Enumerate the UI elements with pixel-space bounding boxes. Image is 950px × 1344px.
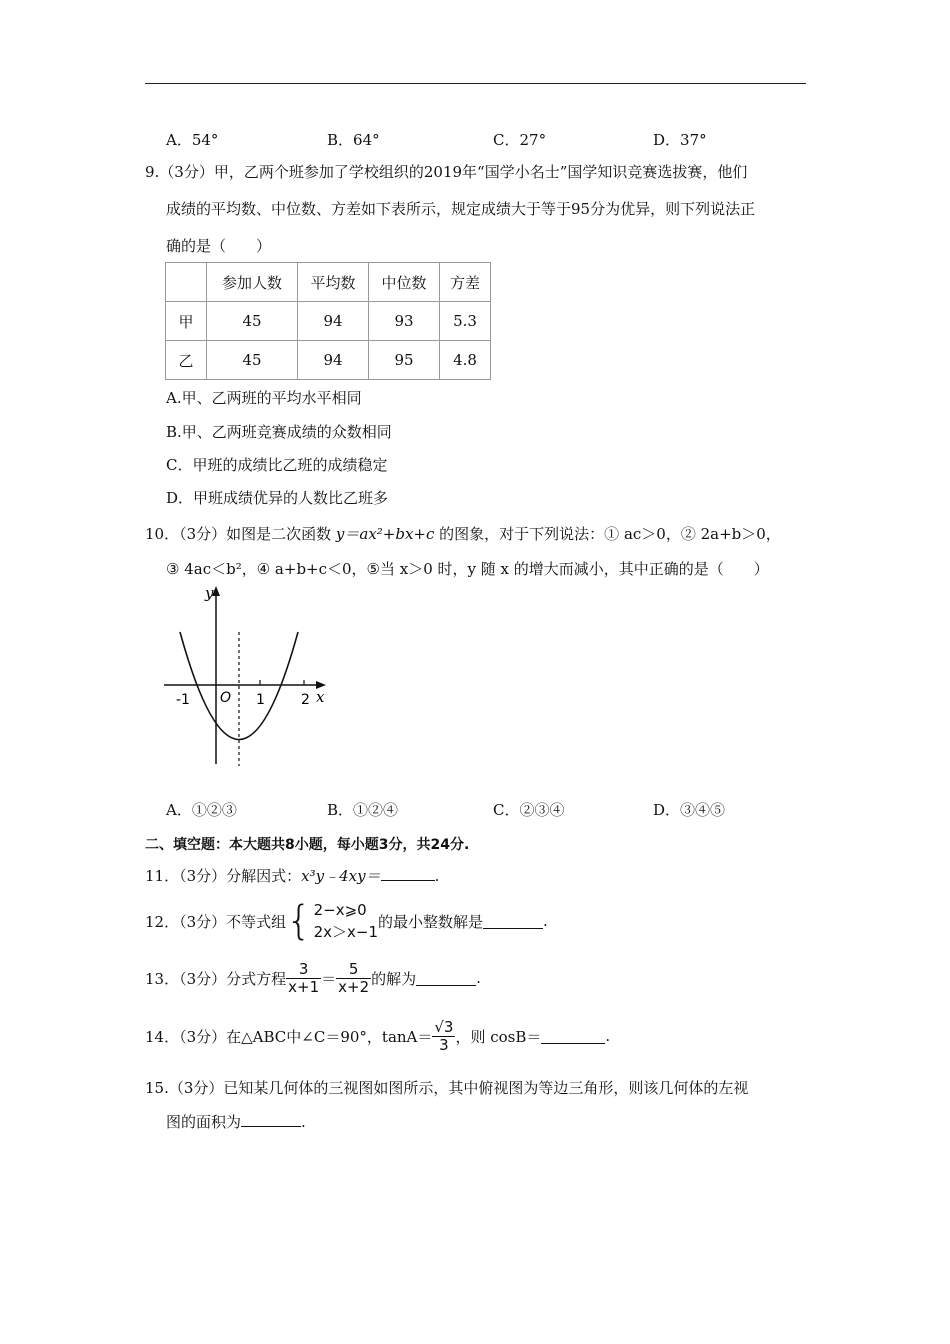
table-header-row	[166, 263, 491, 302]
q12	[145, 893, 548, 949]
q15-line-2-text: 图的面积为	[166, 1113, 242, 1131]
q14-pre: 14．（3分）在△ABC中∠C＝90°，tanA＝	[145, 1027, 433, 1046]
table-cell: 93	[369, 302, 440, 341]
q10-line-1-pre: 10．（3分）如图是二次函数	[145, 525, 336, 543]
table-cell: 45	[207, 341, 298, 380]
table-cell: 95	[369, 341, 440, 380]
q9-option-c: C．甲班的成绩比乙班的成绩稳定	[166, 456, 388, 474]
section-2-heading: 二、填空题：本大题共8小题，每小题3分，共24分.	[145, 837, 470, 853]
q15-line-1: 15.（3分）已知某几何体的三视图如图所示，其中俯视图为等边三角形，则该几何体的左视	[145, 1079, 749, 1097]
q9-line-1: 9.（3分）甲，乙两个班参加了学校组织的2019年“国学小名士”国学知识竞赛选拔赛，他们	[145, 163, 748, 181]
q15-line-2	[166, 1111, 306, 1132]
q8-option-b: B．64°	[327, 131, 380, 149]
q9-line-2: 成绩的平均数、中位数、方差如下表所示，规定成绩大于等于95分为优异，则下列说法正	[166, 200, 756, 218]
x-axis-label: x	[316, 688, 325, 706]
fraction-denominator: x+1	[288, 977, 320, 996]
q14-post: ，则 cosB＝	[455, 1027, 542, 1046]
q14-fraction	[432, 1019, 455, 1054]
q10-function: y＝ax²+bx+c	[335, 525, 435, 543]
q10-option-b: B．①②④	[327, 801, 399, 819]
q13-post: 的解为	[371, 969, 417, 988]
q11-answer-blank	[381, 866, 435, 881]
q14-end: .	[605, 1027, 611, 1045]
q14	[145, 1012, 610, 1060]
q13-fraction-right	[336, 961, 371, 996]
q14-answer-blank	[541, 1029, 605, 1044]
table-header-cell: 平均数	[298, 263, 369, 302]
header-rule	[145, 83, 806, 84]
q12-inequality-1: 2−x⩾0	[313, 901, 367, 919]
q13-answer-blank	[416, 971, 476, 986]
y-axis-label: y	[205, 584, 214, 602]
table-header-cell: 方差	[440, 263, 491, 302]
q10-line-1-post: 的图象，对于下列说法：① ac＞0，② 2a+b＞0，	[434, 525, 781, 543]
q12-inequality-2: 2x＞x−1	[313, 923, 379, 941]
fraction-numerator: 5	[336, 961, 371, 979]
q12-pre: 12．（3分）不等式组	[145, 912, 287, 931]
q10-option-d: D．③④⑤	[653, 801, 726, 819]
q9-option-d: D．甲班成绩优异的人数比乙班多	[166, 489, 389, 507]
fraction-denominator: x+2	[338, 977, 370, 996]
q13-end: .	[476, 969, 481, 987]
table-header-cell: 参加人数	[207, 263, 298, 302]
q12-system	[314, 899, 378, 943]
q13-fraction-left	[286, 961, 321, 996]
q13-pre: 13．（3分）分式方程	[145, 969, 287, 988]
table-header-cell	[166, 263, 207, 302]
q12-answer-blank	[483, 914, 543, 929]
left-brace-icon: {	[286, 898, 312, 944]
origin-label: O	[220, 690, 232, 706]
q12-post: 的最小整数解是	[378, 912, 484, 931]
tick-label-minus-1: -1	[176, 692, 190, 708]
table-cell: 4.8	[440, 341, 491, 380]
table-row	[166, 302, 491, 341]
q12-end: .	[543, 912, 548, 930]
table-cell: 5.3	[440, 302, 491, 341]
tick-label-1: 1	[256, 692, 265, 708]
table-header-cell: 中位数	[369, 263, 440, 302]
q9-option-b: B.甲、乙两班竞赛成绩的众数相同	[166, 423, 392, 441]
q13	[145, 955, 481, 1001]
tick-label-2: 2	[301, 692, 310, 708]
q15-end: .	[301, 1113, 306, 1131]
q13-equals: ＝	[321, 969, 337, 988]
q8-option-c: C．27°	[493, 131, 547, 149]
q11	[145, 865, 439, 886]
q9-line-3: 确的是（ ）	[166, 237, 272, 255]
table-cell: 乙	[166, 341, 207, 380]
fraction-numerator: √3	[434, 1017, 454, 1036]
table-cell: 94	[298, 341, 369, 380]
table-cell: 45	[207, 302, 298, 341]
q11-expression: x³y﹣4xy＝	[301, 867, 381, 885]
q10-line-1	[145, 523, 781, 544]
q15-answer-blank	[241, 1112, 301, 1127]
table-row	[166, 341, 491, 380]
q10-line-2: ③ 4ac＜b²，④ a+b+c＜0，⑤当 x＞0 时，y 随 x 的增大而减小，其中正确的是（ ）	[166, 560, 769, 578]
q10-option-a: A．①②③	[166, 801, 237, 819]
fraction-denominator: 3	[439, 1035, 449, 1054]
q10-parabola-graph	[160, 582, 340, 772]
q8-option-a: A．54°	[166, 131, 219, 149]
table-cell: 94	[298, 302, 369, 341]
q11-pre: 11．（3分）分解因式：	[145, 867, 302, 885]
table-cell: 甲	[166, 302, 207, 341]
q11-end: .	[434, 867, 440, 885]
fraction-numerator: 3	[286, 961, 321, 979]
q10-option-c: C．②③④	[493, 801, 565, 819]
q9-stats-table	[165, 262, 491, 380]
q8-option-d: D．37°	[653, 131, 707, 149]
q9-option-a: A.甲、乙两班的平均水平相同	[166, 389, 362, 407]
